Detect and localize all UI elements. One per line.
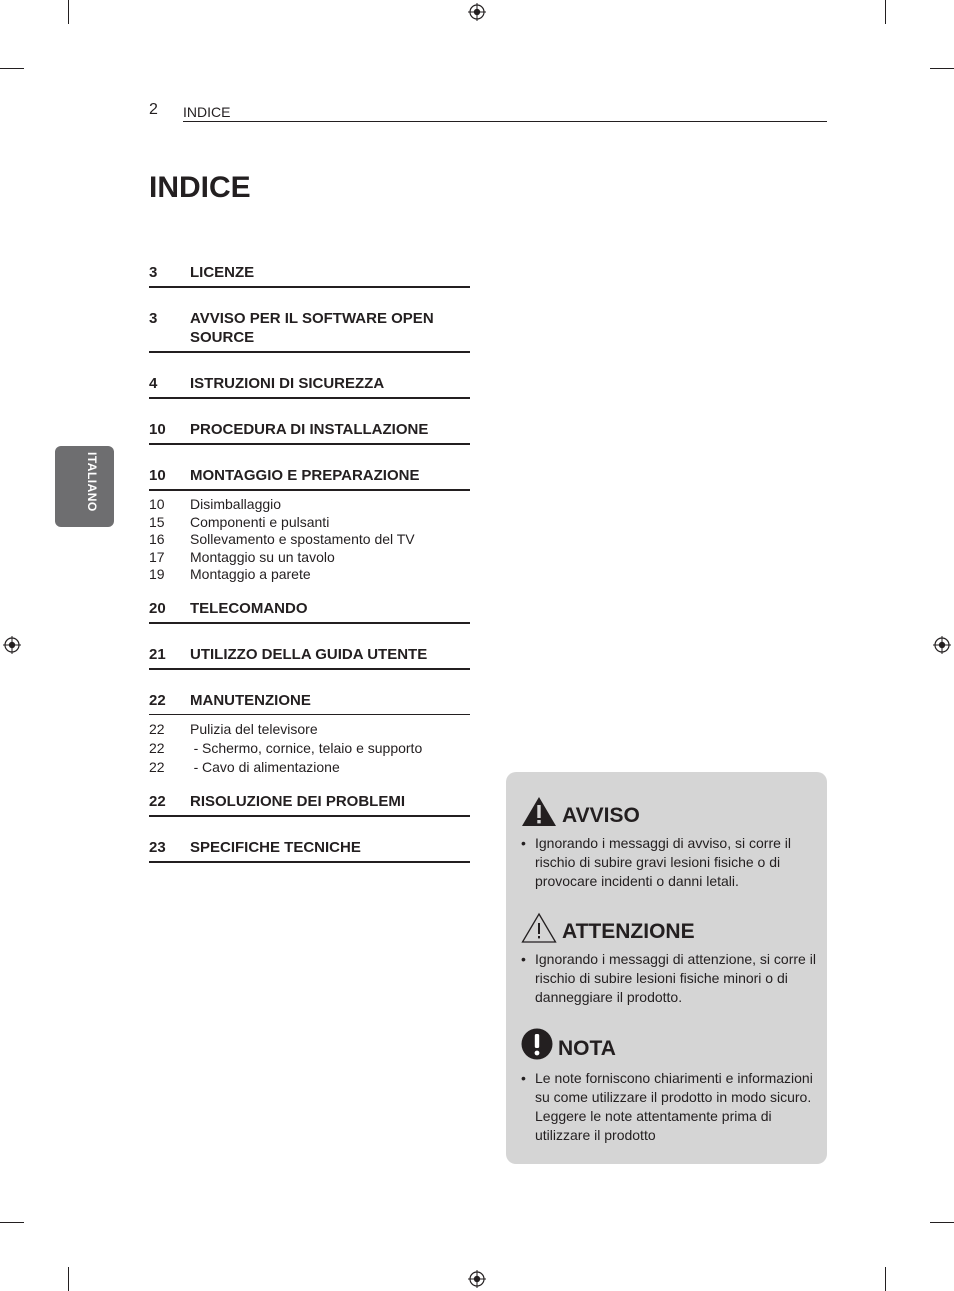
toc-section [149, 838, 470, 863]
toc-sub-dash: - [193, 740, 199, 756]
toc-section [149, 792, 470, 817]
notice-text: Le note forniscono chiarimenti e informazioni su come utilizzare il prodotto in modo sicuro. Leggere le note attentamente prima di utilizzare il prodotto [535, 1070, 813, 1143]
notice-avviso [521, 796, 816, 891]
toc-sub-entry[interactable] [149, 758, 470, 777]
toc-page-number: 19 [149, 566, 165, 582]
toc-title: TELECOMANDO [190, 600, 308, 617]
registration-mark-icon [468, 3, 486, 21]
toc-sub-entry[interactable] [149, 566, 470, 584]
toc-section [149, 309, 470, 353]
toc-section [149, 374, 470, 399]
notice-box [506, 772, 827, 1164]
toc-title: UTILIZZO DELLA GUIDA UTENTE [190, 646, 428, 663]
toc-sub-title: Pulizia del televisore [190, 721, 318, 737]
registration-mark-icon [933, 636, 951, 654]
notice-attenzione [521, 912, 816, 1007]
crop-mark [68, 1267, 69, 1291]
toc-entry[interactable] [149, 792, 470, 817]
toc-page-number: 10 [149, 496, 165, 512]
crop-mark [885, 1267, 886, 1291]
toc-section [149, 263, 470, 288]
toc-entry[interactable] [149, 645, 470, 670]
toc-sub-list [149, 496, 470, 584]
toc-section [149, 599, 470, 624]
notice-title: AVVISO [562, 804, 640, 827]
toc-page-number: 23 [149, 839, 166, 856]
toc-entry[interactable] [149, 599, 470, 624]
toc-entry[interactable] [149, 691, 470, 715]
toc-page-number: 4 [149, 375, 158, 392]
toc-title: MONTAGGIO E PREPARAZIONE [190, 467, 420, 484]
notice-item [521, 1069, 816, 1145]
notice-text: Ignorando i messaggi di avviso, si corre il rischio di subire gravi lesioni fisiche o di provocare incidenti o danni letali. [535, 835, 792, 889]
toc-title: SPECIFICHE TECNICHE [190, 839, 361, 856]
toc-sub-title: Cavo di alimentazione [202, 759, 340, 775]
toc-entry[interactable] [149, 374, 470, 399]
page-title: INDICE [149, 171, 251, 204]
toc-sub-title: Montaggio a parete [190, 566, 311, 582]
notice-text: Ignorando i messaggi di attenzione, si corre il rischio di subire lesioni fisiche minori o di danneggiare il prodotto. [535, 951, 816, 1005]
toc-sub-entry[interactable] [149, 496, 470, 514]
toc-page-number: 17 [149, 548, 165, 565]
toc-title: RISOLUZIONE DEI PROBLEMI [190, 793, 406, 810]
toc-sub-title: Montaggio su un tavolo [190, 548, 335, 565]
notice-item [521, 950, 816, 1007]
crop-mark [930, 1222, 954, 1223]
toc-title: MANUTENZIONE [190, 692, 311, 709]
toc-sub-entry[interactable] [149, 549, 470, 567]
toc-page-number: 3 [149, 264, 158, 281]
toc-page-number: 3 [149, 310, 158, 327]
running-head: INDICE [183, 104, 231, 120]
toc-entry[interactable] [149, 420, 470, 445]
header-rule [183, 121, 827, 122]
toc-title: LICENZE [190, 264, 255, 281]
toc-section [149, 420, 470, 445]
toc-page-number: 22 [149, 740, 165, 756]
toc-sub-title: Schermo, cornice, telaio e supporto [202, 740, 423, 756]
toc-title: ISTRUZIONI DI SICUREZZA [190, 375, 385, 392]
notice-item [521, 834, 816, 891]
toc-sub-title: Sollevamento e spostamento del TV [190, 531, 415, 547]
toc-entry[interactable] [149, 466, 470, 491]
registration-mark-icon [3, 636, 21, 654]
toc-section [149, 645, 470, 670]
toc-page-number: 16 [149, 531, 165, 547]
toc-title: AVVISO PER IL SOFTWARE OPEN SOURCE [190, 310, 434, 346]
toc-entry[interactable] [149, 263, 470, 288]
caution-triangle-outline-icon [521, 912, 557, 943]
toc-page-number: 10 [149, 421, 166, 438]
toc-sub-entry[interactable] [149, 720, 470, 739]
toc-sub-title: Disimballaggio [190, 496, 282, 512]
crop-mark [885, 0, 886, 24]
toc-page-number: 22 [149, 793, 166, 810]
crop-mark [0, 1222, 24, 1223]
bullet: • [521, 835, 526, 851]
toc-page-number: 20 [149, 600, 166, 617]
toc-title: PROCEDURA DI INSTALLAZIONE [190, 421, 429, 438]
notice-nota [521, 1028, 816, 1145]
toc-page-number: 22 [149, 759, 165, 775]
bullet: • [521, 951, 526, 967]
toc-page-number: 15 [149, 513, 165, 530]
page-number: 2 [149, 101, 158, 118]
note-exclamation-circle-icon [521, 1028, 553, 1060]
bullet: • [521, 1070, 526, 1086]
toc-sub-title: Componenti e pulsanti [190, 513, 330, 530]
crop-mark [930, 68, 954, 69]
toc-sub-entry[interactable] [149, 739, 470, 758]
toc-entry[interactable] [149, 838, 470, 863]
toc-sub-dash: - [193, 759, 199, 775]
toc-entry[interactable] [149, 309, 470, 353]
toc-sub-entry[interactable] [149, 531, 470, 549]
toc-sub-entry[interactable] [149, 514, 470, 532]
notice-title: NOTA [558, 1037, 616, 1060]
toc-page-number: 10 [149, 467, 166, 484]
toc-section [149, 691, 470, 777]
side-tab-label: ITALIANO [85, 452, 99, 512]
registration-mark-icon [468, 1270, 486, 1288]
notice-title: ATTENZIONE [562, 920, 695, 943]
toc-sub-list [149, 720, 470, 777]
warning-triangle-filled-icon [521, 796, 557, 827]
language-side-tab [55, 446, 114, 527]
crop-mark [0, 68, 24, 69]
toc-page-number: 21 [149, 646, 166, 663]
toc-page-number: 22 [149, 721, 165, 737]
toc-page-number: 22 [149, 692, 166, 709]
toc-section [149, 466, 470, 584]
crop-mark [68, 0, 69, 24]
